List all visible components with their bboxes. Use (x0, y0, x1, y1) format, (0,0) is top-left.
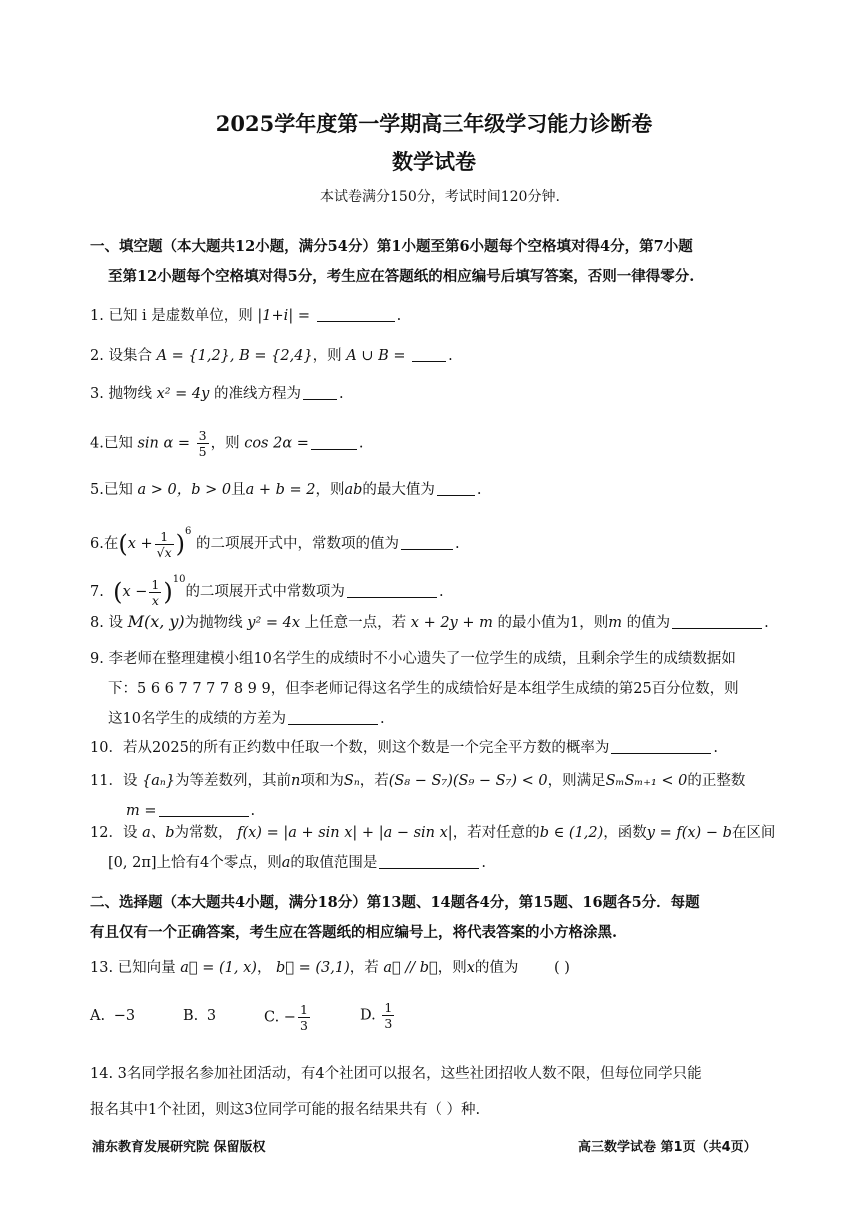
q4-sin: sin α = (137, 435, 191, 452)
q12-text: 12．设 (90, 825, 138, 841)
q4-end: . (358, 435, 364, 452)
option-d-num: 1 (384, 1000, 393, 1015)
q6-ask: 的二项展开式中，常数项的值为 (196, 536, 400, 552)
section-1-line-1: 一、填空题（本大题共12小题，满分54分）第1小题至第6小题每个空格填对得4分，第7小题 (90, 238, 693, 255)
q8-text: 8. 设 (90, 615, 123, 631)
exam-note: 本试卷满分150分，考试时间120分钟. (320, 189, 560, 205)
q12-end: . (481, 855, 487, 871)
q12-ask: 的取值范围是 (290, 855, 378, 871)
section-2-line-2: 有且仅有一个正确答案，考生应在答题纸的相应编号上，将代表答案的小方格涂黑. (90, 924, 618, 941)
option-d-label: D. (360, 1007, 376, 1024)
q13-text: 13. 已知向量 (90, 960, 176, 976)
q6-left-paren: ( (118, 530, 128, 558)
section-1-heading (90, 232, 778, 292)
q7-right-paren: ) (163, 578, 173, 606)
q11-end: . (250, 803, 256, 819)
exam-subtitle: 数学试卷 (392, 149, 476, 174)
q14-line-1: 14. 3名同学报名参加社团活动，有4个社团可以报名，这些社团招收人数不限，但每位同学只能 (90, 1066, 702, 1082)
q5-sum: a + b = 2 (245, 482, 316, 498)
q1-expression: |1+i| = (257, 308, 310, 324)
q6-answer-blank[interactable] (401, 535, 453, 550)
option-c-den: 3 (299, 1018, 308, 1033)
q5-end: . (476, 482, 482, 498)
q2-sets: A = {1,2}, B = {2,4} (156, 348, 313, 364)
q12-line2-mid: 上恰有4个零点，则 (156, 855, 282, 871)
option-c-num: 1 (299, 1002, 308, 1017)
q11-mid4: ，则满足 (547, 773, 606, 789)
option-c-label: C. (264, 1009, 280, 1026)
question-6 (90, 518, 780, 560)
q7-num: 1 (151, 576, 160, 592)
q8-mid2: 上任意一点，若 (304, 615, 407, 631)
q8-answer-blank[interactable] (672, 614, 762, 629)
exam-title: 2025学年度第一学期高三年级学习能力诊断卷 (215, 111, 653, 136)
q11-ask: 的正整数 (687, 773, 746, 789)
q6-den: √x (156, 544, 172, 560)
q11-mid3: ，若 (359, 773, 389, 789)
q5-cond: a > 0，b > 0 (137, 482, 232, 498)
q10-end: . (713, 740, 718, 756)
q8-parabola: y² = 4x (247, 615, 301, 631)
question-5 (90, 476, 780, 504)
q6-right-paren: ) (175, 530, 186, 558)
q7-end: . (438, 584, 444, 600)
q2-text: 2. 设集合 (90, 348, 152, 364)
q12-constants: a、b (142, 825, 175, 841)
q9-line-1: 9. 李老师在整理建模小组10名学生的成绩时不小心遗失了一位学生的成绩，且剩余学生的成绩数据如 (90, 651, 736, 667)
q9-line-2: 下：5 6 6 7 7 7 7 8 9 9，但李老师记得这名学生的成绩恰好是本组学生成绩的第25百分位数，则 (108, 681, 739, 697)
q13-mid2: ，则 (437, 960, 467, 976)
q6-end: . (455, 536, 460, 552)
q11-seq: {aₙ} (142, 773, 176, 789)
q4-mid: ，则 (210, 435, 240, 452)
q14-line-2: 报名其中1个社团，则这3位同学可能的报名结果共有（ ）种. (90, 1102, 481, 1118)
option-c-sign: − (283, 1009, 296, 1026)
q11-mid2: 项和为 (300, 773, 344, 789)
q8-expression: x + 2y + m (410, 615, 493, 631)
q5-answer-blank[interactable] (437, 481, 475, 496)
q4-den: 5 (198, 444, 207, 459)
option-a-value: −3 (113, 1008, 136, 1024)
question-1 (90, 302, 780, 330)
q9-end: . (379, 711, 385, 727)
q1-answer-blank[interactable] (317, 307, 395, 322)
q8-mid4: ，则 (579, 615, 609, 631)
question-7 (90, 566, 780, 608)
q2-mid: ，则 (312, 348, 342, 364)
q13-vector-b: b⃗ = (3,1) (276, 960, 350, 976)
q13-option-a[interactable] (90, 1008, 135, 1024)
q12-a: a (281, 855, 291, 871)
q11-mid: 为等差数列，其前 (175, 773, 292, 789)
q8-ask: 的值为 (626, 615, 671, 631)
q2-end: . (448, 348, 453, 364)
option-b-value: 3 (206, 1008, 217, 1024)
q3-parabola: x² = 4y (156, 386, 210, 402)
q6-fraction (155, 529, 174, 560)
q4-num: 3 (198, 428, 207, 443)
q7-answer-blank[interactable] (347, 583, 437, 598)
q12-mid: 为常数， (174, 825, 233, 841)
q2-union: A ∪ B = (346, 348, 406, 364)
q5-mid2: ，则 (315, 482, 345, 498)
footer-copyright: 浦东教育发展研究院 保留版权 (92, 1140, 266, 1155)
q10-answer-blank[interactable] (611, 739, 711, 754)
q5-ask: 的最大值为 (362, 482, 435, 498)
q3-ask: 的准线方程为 (213, 386, 301, 402)
q4-fraction (197, 428, 209, 459)
q11-answer-blank[interactable] (159, 802, 249, 817)
q1-text: 1. 已知 i 是虚数单位，则 (90, 308, 253, 324)
q8-end: . (764, 615, 769, 631)
option-c-fraction (298, 1002, 310, 1033)
q7-exponent: 10 (172, 574, 186, 585)
q12-answer-blank[interactable] (379, 854, 479, 869)
q8-mid: 为抛物线 (184, 615, 243, 631)
q12-interval: [0, 2π] (108, 855, 157, 871)
q13-sep: ， (256, 960, 272, 976)
q7-den: x (151, 592, 159, 608)
q12-post: 在区间 (731, 825, 776, 841)
q13-parallel: a⃗ // b⃗ (383, 960, 438, 976)
q13-vector-a: a⃗ = (1, x) (180, 960, 257, 976)
q6-exponent: 6 (185, 526, 192, 537)
option-a-label: A. (90, 1008, 106, 1024)
q13-answer-paren[interactable]: ( ) (554, 960, 570, 976)
q3-answer-blank[interactable] (303, 385, 337, 400)
q6-expr: x + (127, 536, 153, 552)
footer-page-number: 高三数学试卷 第1页（共4页） (578, 1140, 757, 1155)
question-9 (90, 644, 780, 734)
q5-product: ab (344, 482, 363, 498)
q11-product: SₘSₘ₊₁ < 0 (605, 773, 688, 789)
q12-b-range: b ∈ (1,2) (539, 825, 604, 841)
q11-condition: (S₈ − S₇)(S₉ − S₇) < 0 (388, 773, 548, 789)
q6-num: 1 (155, 529, 174, 545)
q4-cos: cos 2α = (244, 435, 309, 452)
q5-mid: 且 (231, 482, 246, 498)
q10-text: 10．若从2025的所有正约数中任取一个数，则这个数是一个完全平方数的概率为 (90, 740, 610, 756)
q13-option-b[interactable] (183, 1008, 216, 1024)
section-2-line-1: 二、选择题（本大题共4小题，满分18分）第13题、14题各4分，第15题、16题各5分．每题 (90, 894, 700, 911)
q7-fraction (149, 577, 161, 608)
q9-answer-blank[interactable] (288, 710, 378, 725)
q12-mid2: ，若对任意的 (452, 825, 540, 841)
question-2 (90, 342, 780, 370)
q8-m: m (608, 615, 622, 631)
question-10 (90, 734, 780, 762)
q3-end: . (338, 386, 344, 402)
q4-text: 4.已知 (90, 435, 133, 452)
q5-text: 5.已知 (90, 482, 133, 498)
q8-point: M(x, y) (127, 612, 185, 631)
q13-x: x (466, 960, 475, 976)
q12-function: f(x) = |a + sin x| + |a − sin x| (237, 825, 453, 841)
q12-mid3: ，函数 (603, 825, 647, 841)
q4-answer-blank[interactable] (311, 435, 357, 450)
question-14 (90, 1056, 780, 1128)
q13-mid: ，若 (349, 960, 379, 976)
q1-end: . (396, 308, 402, 324)
question-4 (90, 428, 780, 459)
q13-ask: 的值为 (474, 960, 519, 976)
q2-answer-blank[interactable] (412, 347, 446, 362)
q7-ask: 的二项展开式中常数项为 (185, 584, 345, 600)
q7-left-paren: ( (113, 578, 123, 606)
question-3 (90, 380, 780, 408)
option-d-fraction (382, 1000, 394, 1031)
option-b-label: B. (183, 1008, 199, 1024)
section-1-line-2: 至第12小题每个空格填对得5分，考生应在答题纸的相应编号后填写答案，否则一律得零分. (108, 268, 695, 285)
q12-y: y = f(x) − b (646, 825, 732, 841)
q6-text: 6.在 (90, 536, 119, 552)
q11-text: 11．设 (90, 773, 138, 789)
option-d-den: 3 (384, 1016, 393, 1031)
q7-expr: x − (122, 584, 148, 600)
q7-text: 7. (90, 584, 104, 600)
q13-option-d[interactable] (360, 1000, 396, 1031)
q13-option-c[interactable] (264, 1002, 312, 1033)
q8-mid3: 的最小值为 (497, 615, 570, 631)
section-2-heading (90, 888, 778, 948)
q9-line-3: 这10名学生的成绩的方差为 (108, 711, 286, 727)
question-8 (90, 608, 780, 637)
q3-text: 3. 抛物线 (90, 386, 152, 402)
question-13 (90, 954, 780, 982)
question-12 (90, 818, 780, 878)
q11-sn: Sₙ (343, 773, 360, 789)
q11-m: m = (126, 803, 157, 819)
q11-n: n (291, 773, 301, 789)
question-11 (90, 766, 780, 826)
q8-minvalue: 1 (569, 615, 580, 631)
